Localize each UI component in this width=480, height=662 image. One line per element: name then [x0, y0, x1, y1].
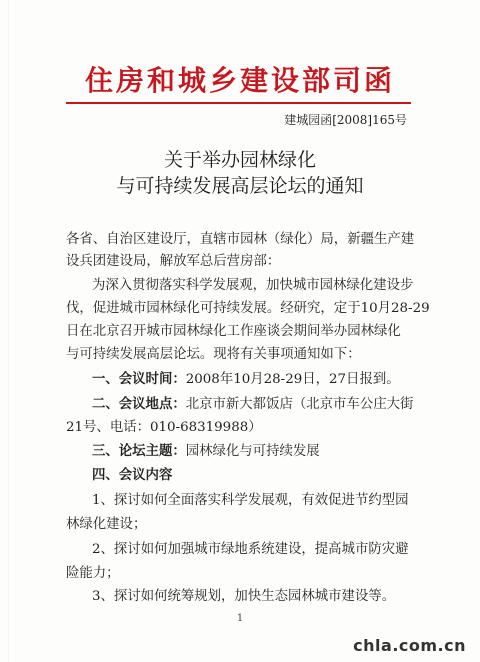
- letterhead-title: 住房和城乡建设部司函: [84, 64, 395, 97]
- content-point-line: 林绿化建设；: [66, 517, 147, 532]
- content-point-line: 3、探讨如何统筹规划，加快生态园林城市建设等。: [92, 589, 396, 604]
- scan-edge: [8, 0, 9, 662]
- intro-paragraph-line: 为深入贯彻落实科学发展观，加快城市园林绿化建设步: [92, 278, 414, 293]
- content-point-line: 2、探讨如何加强城市绿地系统建设，提高城市防灾避: [92, 542, 409, 557]
- intro-paragraph-line: 日在北京召开城市园林绿化工作座谈会期间举办园林绿化: [66, 324, 401, 339]
- intro-paragraph-line: 与可持续发展高层论坛。现将有关事项通知如下：: [66, 347, 361, 362]
- item-label: 二、会议地点：: [92, 396, 186, 412]
- addressee-line: 各省、自治区建设厅，直辖市园林（绿化）局，新疆生产建: [66, 232, 415, 247]
- item-meeting-place-cont: 21号、电话：010-68319988）: [66, 420, 262, 435]
- document-title-line2: 与可持续发展高层论坛的通知: [116, 175, 364, 197]
- item-meeting-time: [92, 369, 412, 390]
- item-meeting-content-heading: 四、会议内容: [92, 467, 173, 483]
- item-meeting-place: [92, 394, 412, 415]
- site-watermark: chla.com.cn: [353, 636, 466, 655]
- letterhead-rule: [66, 102, 411, 104]
- item-label: 一、会议时间：: [92, 371, 186, 387]
- intro-paragraph-line: 伐，促进城市园林绿化可持续发展。经研究，定于10月28-29: [66, 301, 430, 316]
- item-value: 2008年10月28-29日，27日报到。: [185, 372, 400, 387]
- document-title-line1: 关于举办园林绿化: [163, 149, 316, 171]
- item-value: 园林绿化与可持续发展: [185, 444, 320, 459]
- item-forum-theme: [92, 441, 412, 462]
- content-point-line: 1、探讨如何全面落实科学发展观，有效促进节约型园: [92, 493, 409, 508]
- addressee-line: 设兵团建设局，解放军总后营房部：: [66, 254, 281, 269]
- document-number: 建城园函[2008]165号: [284, 113, 407, 127]
- content-point-line: 险能力；: [66, 566, 120, 581]
- item-value: 北京市新大都饭店（北京市车公庄大街: [185, 397, 414, 412]
- page-number: 1: [236, 613, 244, 624]
- item-label: 三、论坛主题：: [92, 443, 186, 459]
